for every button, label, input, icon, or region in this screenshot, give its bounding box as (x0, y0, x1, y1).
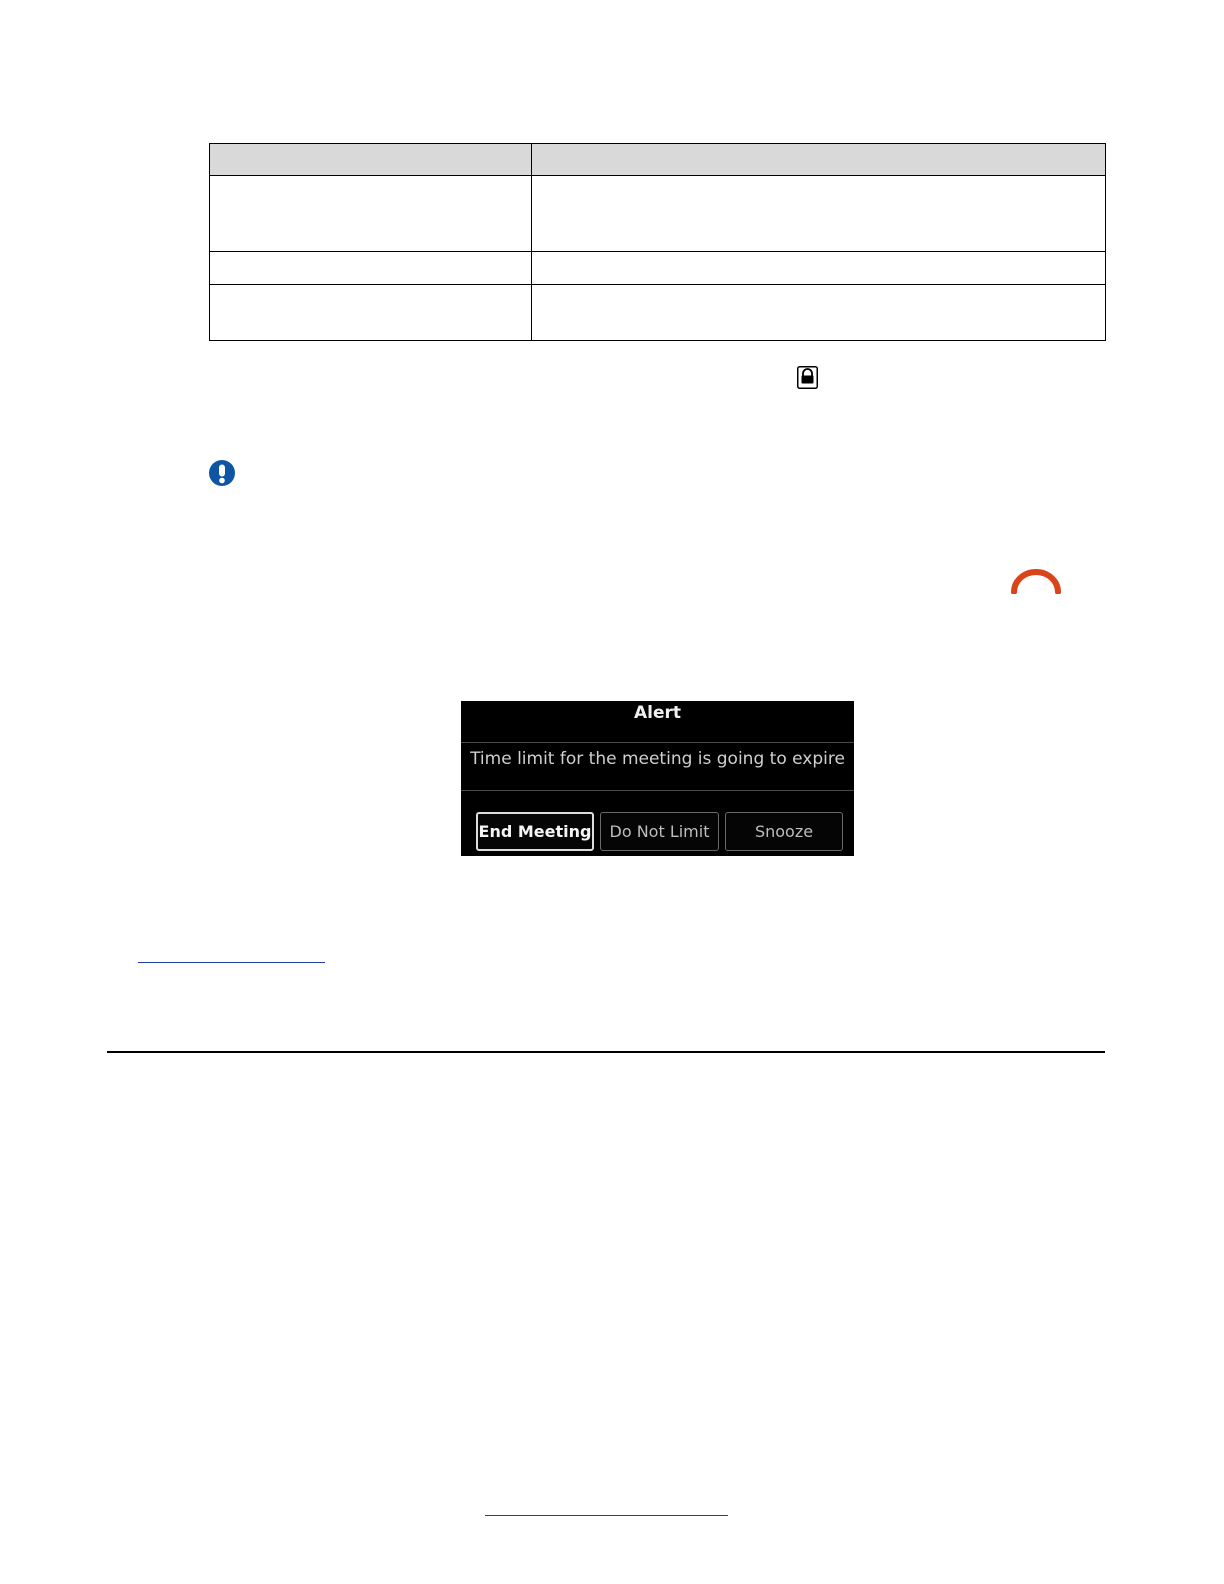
table-cell (532, 176, 1106, 252)
lock-icon (797, 366, 818, 389)
table-row (210, 285, 1106, 341)
table-cell (210, 252, 532, 285)
alert-message: Time limit for the meeting is going to expire (470, 749, 845, 769)
table-cell (532, 252, 1106, 285)
alert-divider (461, 790, 854, 791)
meeting-time-limit-alert (461, 701, 854, 856)
end-meeting-button[interactable]: End Meeting (476, 812, 594, 851)
footer-link[interactable] (485, 1515, 728, 1516)
table-header-cell (532, 144, 1106, 176)
snooze-button[interactable]: Snooze (725, 812, 843, 851)
do-not-limit-button[interactable]: Do Not Limit (600, 812, 719, 851)
table-cell (532, 285, 1106, 341)
alert-title: Alert (633, 703, 682, 723)
table-row (210, 176, 1106, 252)
alert-divider (461, 742, 854, 743)
related-link[interactable] (138, 962, 325, 963)
table-cell (210, 285, 532, 341)
important-icon (208, 459, 236, 487)
table-header-cell (210, 144, 532, 176)
end-call-icon (1010, 568, 1062, 594)
page-divider (107, 1051, 1105, 1053)
table-row (210, 252, 1106, 285)
table-cell (210, 176, 532, 252)
options-table (209, 143, 1106, 341)
table-header-row (210, 144, 1106, 176)
